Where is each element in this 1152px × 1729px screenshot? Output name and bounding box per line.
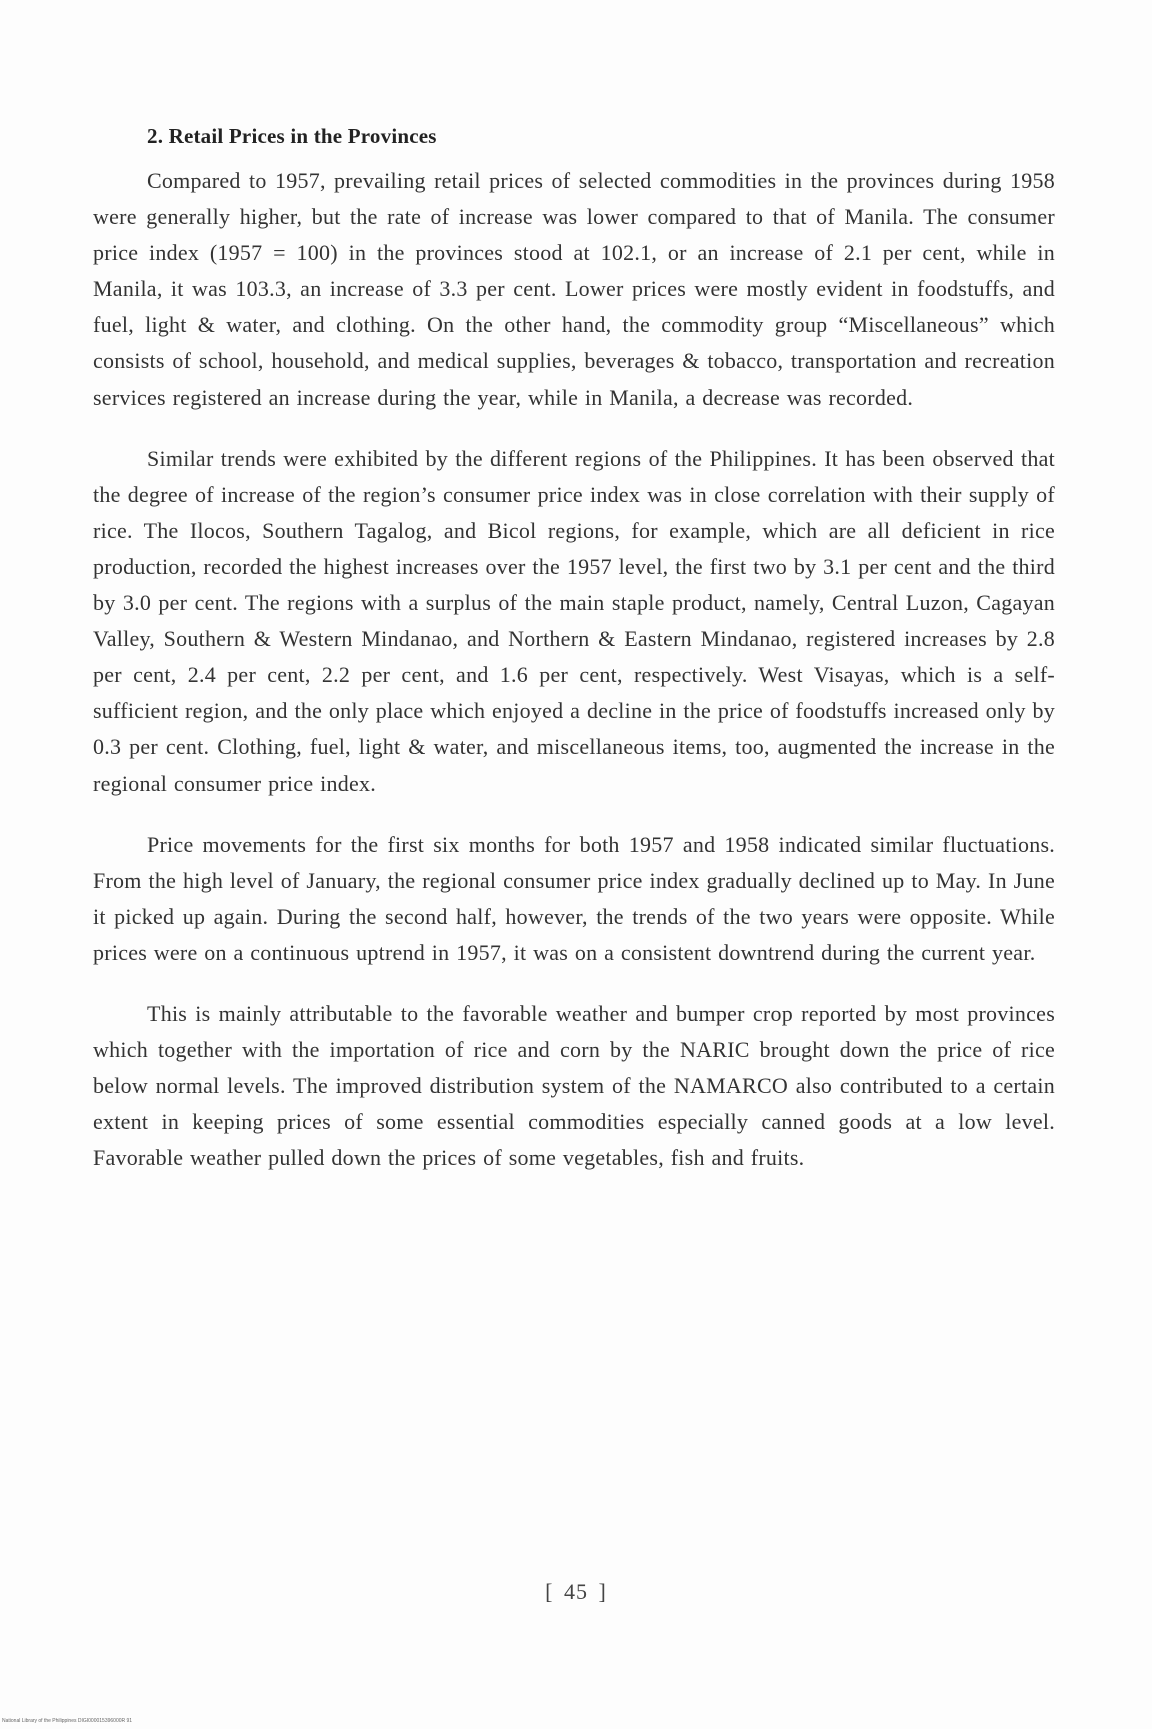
page-content bbox=[93, 124, 1055, 1201]
page-number: [ 45 ] bbox=[545, 1579, 607, 1604]
paragraph-1: Compared to 1957, prevailing retail prices of selected commodities in the provinces during 1958 were generally higher, but the rate of increase was lower compared to that of Manila. The consumer price index (1957 = 100) in the provinces stood at 102.1, or an increase of 2.1 per cent, while in Manila, it was 103.3, an increase of 3.3 per cent. Lower prices were mostly evident in foodstuffs, and fuel, light & water, and clothing. On the other hand, the commodity group “Miscellaneous” which consists of school, household, and medical supplies, beverages & tobacco, transportation and recreation services registered an increase during the year, while in Manila, a decrease was recorded. bbox=[93, 168, 1055, 410]
paragraph-4: This is mainly attributable to the favorable weather and bumper crop reported by most provinces which together with the importation of rice and corn by the NARIC brought down the price of rice below normal levels. The improved distribution system of the NAMARCO also contributed to a certain extent in keeping prices of some essential commodities especially canned goods at a low level. Favorable weather pulled down the prices of some vegetables, fish and fruits. bbox=[93, 1000, 1055, 1171]
paragraph-3: Price movements for the first six months for both 1957 and 1958 indicated similar fluctuations. From the high level of January, the regional consumer price index gradually declined up to May. In June it picked up again. During the second half, however, the trends of the two years were opposite. While prices were on a continuous uptrend in 1957, it was on a consistent downtrend during the current year. bbox=[93, 831, 1055, 965]
section-heading: 2. Retail Prices in the Provinces bbox=[147, 124, 437, 148]
footer-credit: National Library of the Philippines DIGI000015396000R 91 bbox=[2, 1718, 133, 1724]
paragraph-2: Similar trends were exhibited by the different regions of the Philippines. It has been observed that the degree of increase of the region’s consumer price index was in close correlation with their supply of rice. The Ilocos, Southern Tagalog, and Bicol regions, for example, which are all deficient in rice production, recorded the highest increases over the 1957 level, the first two by 3.1 per cent and the third by 3.0 per cent. The regions with a surplus of the main staple product, namely, Central Luzon, Cagayan Valley, Southern & Western Mindanao, and Northern & Eastern Mindanao, registered increases by 2.8 per cent, 2.4 per cent, 2.2 per cent, and 1.6 per cent, respectively. West Visayas, which is a self-sufficient region, and the only place which enjoyed a decline in the price of foodstuffs increased only by 0.3 per cent. Clothing, fuel, light & water, and miscellaneous items, too, augmented the increase in the regional consumer price index. bbox=[93, 445, 1055, 796]
